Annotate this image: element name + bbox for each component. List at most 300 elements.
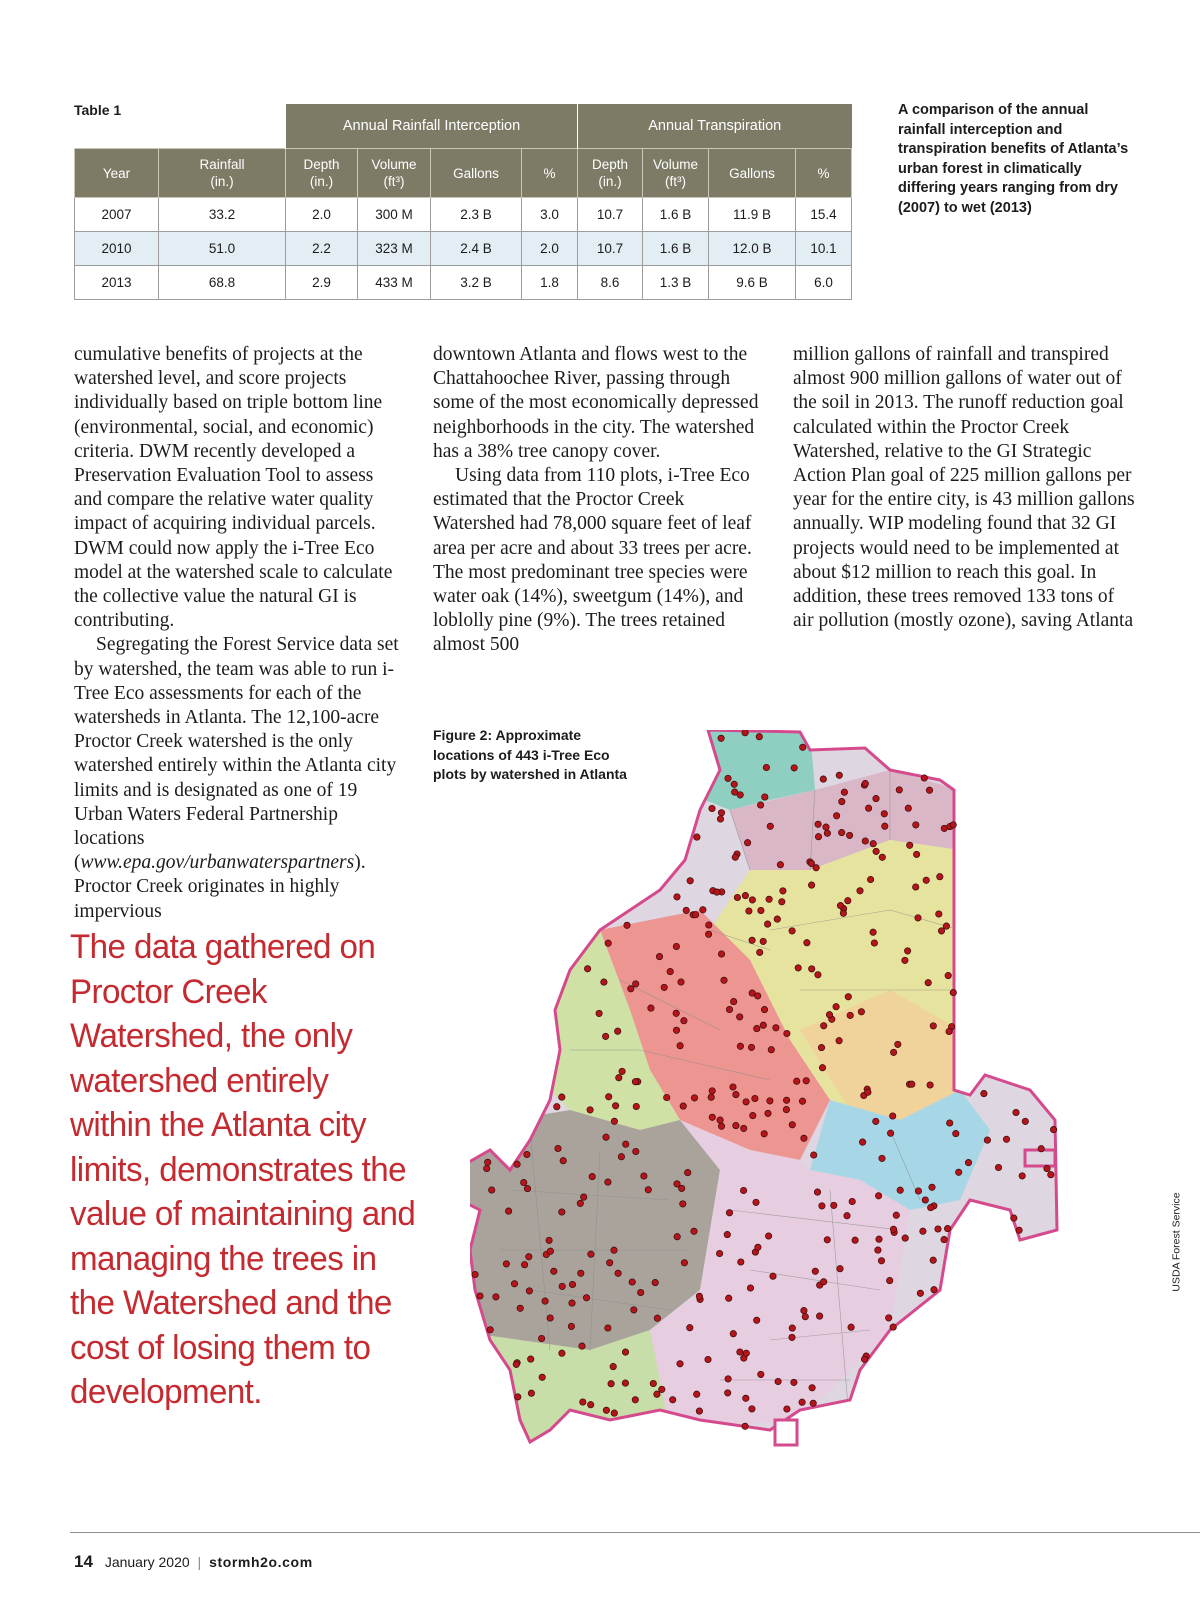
plot-dot	[603, 1134, 609, 1140]
watershed-lightgreen	[470, 1330, 670, 1460]
plot-dot	[524, 1185, 530, 1191]
plot-dot	[930, 1023, 936, 1029]
plot-dot	[760, 1022, 766, 1028]
plot-dot	[783, 1097, 789, 1103]
plot-dot	[921, 775, 927, 781]
plot-dot	[849, 1198, 855, 1204]
plot-dot	[824, 830, 830, 836]
plot-dot	[547, 1315, 553, 1321]
plot-dot	[677, 1043, 683, 1049]
plot-dot	[775, 1378, 781, 1384]
plot-dot	[936, 911, 942, 917]
plot-dot	[632, 1397, 638, 1403]
plot-dot	[833, 813, 839, 819]
plot-dot	[633, 1103, 639, 1109]
plot-dot	[809, 1385, 815, 1391]
plot-dot	[633, 981, 639, 987]
plot-dot	[756, 734, 762, 740]
plot-dot	[815, 821, 821, 827]
plot-dot	[743, 1350, 749, 1356]
plot-dot	[873, 1118, 879, 1124]
plot-dot	[799, 1098, 805, 1104]
plot-dot	[505, 1208, 511, 1214]
table-cell: 1.8	[522, 266, 578, 300]
plot-dot	[717, 1117, 723, 1123]
plot-dot	[815, 834, 821, 840]
plot-dot	[944, 1225, 950, 1231]
plot-dot	[848, 1324, 854, 1330]
table-cell: 2.0	[522, 232, 578, 266]
plot-dot	[865, 805, 871, 811]
plot-dot	[1016, 1227, 1022, 1233]
plot-dot	[801, 1307, 807, 1313]
plot-dot	[559, 1350, 565, 1356]
plot-dot	[731, 998, 737, 1004]
plot-dot	[946, 1028, 952, 1034]
plot-dot	[726, 1295, 732, 1301]
plot-dot	[629, 1279, 635, 1285]
plot-dot	[680, 1201, 686, 1207]
plot-dot	[547, 1248, 553, 1254]
plot-dot	[611, 1410, 617, 1416]
plot-dot	[477, 1293, 483, 1299]
plot-dot	[538, 1335, 544, 1341]
plot-dot	[619, 1068, 625, 1074]
plot-dot	[726, 1006, 732, 1012]
plot-dot	[770, 1273, 776, 1279]
plot-dot	[858, 1009, 864, 1015]
plot-dot	[514, 1161, 520, 1167]
plot-dot	[559, 1094, 565, 1100]
plot-dot	[681, 1260, 687, 1266]
table-cell: 2.9	[286, 266, 358, 300]
plot-dot	[588, 1251, 594, 1257]
plot-dot	[741, 1125, 747, 1131]
plot-dot	[937, 874, 943, 880]
plot-dot	[618, 1154, 624, 1160]
plot-dot	[815, 972, 821, 978]
plot-dot	[913, 884, 919, 890]
plot-dot	[930, 1257, 936, 1263]
plot-dot	[493, 1294, 499, 1300]
plot-dot	[876, 1236, 882, 1242]
table-cell: 1.6 B	[643, 232, 709, 266]
header-gallons: Gallons	[709, 149, 796, 198]
plot-dot	[685, 1169, 691, 1175]
plot-dot	[559, 1283, 565, 1289]
page-footer	[74, 1552, 313, 1572]
plot-dot	[927, 1082, 933, 1088]
plot-dot	[819, 1203, 825, 1209]
plot-dot	[844, 1213, 850, 1219]
plot-dot	[808, 860, 814, 866]
plot-dot	[833, 1004, 839, 1010]
plot-dot	[542, 1298, 548, 1304]
plot-dot	[779, 899, 785, 905]
table-cell: 3.0	[522, 198, 578, 232]
plot-dot	[882, 823, 888, 829]
plot-dot	[763, 764, 769, 770]
plot-dot	[865, 1089, 871, 1095]
plot-dot	[749, 897, 755, 903]
plot-dot	[724, 1231, 730, 1237]
plot-dot	[789, 1122, 795, 1128]
plot-dot	[738, 1259, 744, 1265]
plot-dot	[730, 1084, 736, 1090]
plot-dot	[743, 1395, 749, 1401]
plot-dot	[670, 1397, 676, 1403]
table-cell: 2.3 B	[431, 198, 522, 232]
plot-dot	[673, 1010, 679, 1016]
plot-dot	[907, 842, 913, 848]
plot-dot	[826, 1012, 832, 1018]
plot-dot	[730, 1331, 736, 1337]
plot-dot	[818, 1044, 824, 1050]
table-cell: 8.6	[578, 266, 643, 300]
paragraph: cumulative benefits of projects at the watershed level, and score projects individually based on triple bottom line (environmental, social, and economic) criteria. DWM recently developed a Preservation Evaluation Tool to assess and compare the relative water quality impact of acquiring individual parcels. DWM could now apply the i-Tree Eco model at the watershed scale to calculate the collective value the natural GI is contributing.	[74, 344, 393, 632]
plot-dot	[622, 1380, 628, 1386]
plot-dot	[873, 795, 879, 801]
plot-dot	[956, 1169, 962, 1175]
plot-dot	[631, 1307, 637, 1313]
plot-dot	[648, 1005, 654, 1011]
table-cell: 2007	[75, 198, 159, 232]
plot-dot	[680, 1103, 686, 1109]
header-rainfall: Rainfall (in.)	[159, 149, 286, 198]
plot-dot	[718, 951, 724, 957]
plot-dot	[628, 986, 634, 992]
plot-dot	[904, 948, 910, 954]
plot-dot	[784, 1406, 790, 1412]
plot-dot	[709, 1114, 715, 1120]
plot-dot	[569, 1281, 575, 1287]
table-cell: 6.0	[796, 266, 852, 300]
plot-dot	[605, 940, 611, 946]
plot-dot	[760, 938, 766, 944]
plot-dot	[837, 902, 843, 908]
plot-dot	[539, 1374, 545, 1380]
plot-dot	[1019, 1173, 1025, 1179]
header-volume: Volume (ft³)	[358, 149, 431, 198]
table-cell: 10.7	[578, 198, 643, 232]
table-cell: 300 M	[358, 198, 431, 232]
plot-dot	[624, 922, 630, 928]
plot-dot	[694, 1391, 700, 1397]
plot-dot	[812, 1268, 818, 1274]
table-cell: 3.2 B	[431, 266, 522, 300]
plot-dot	[678, 979, 684, 985]
plot-dot	[929, 1184, 935, 1190]
plot-dot	[820, 776, 826, 782]
plot-dot	[893, 1212, 899, 1218]
plot-dot	[528, 1356, 534, 1362]
plot-dot	[773, 1025, 779, 1031]
plot-dot	[886, 1315, 892, 1321]
plot-dot	[923, 877, 929, 883]
plot-dot	[584, 966, 590, 972]
plot-dot	[913, 822, 919, 828]
plot-dot	[603, 1407, 609, 1413]
plot-dot	[1013, 1109, 1019, 1115]
plot-dot	[489, 1187, 495, 1193]
plot-dot	[887, 1130, 893, 1136]
plot-dot	[950, 989, 956, 995]
pull-quote: The data gathered on Proctor Creek Watershed, the only watershed entirely within the Atlanta city limits, demonstrates the value of maintaining and managing the trees in the Watershed and the cost of losing them to development.	[70, 928, 416, 1411]
plot-dot	[753, 1199, 759, 1205]
plot-dot	[683, 907, 689, 913]
plot-dot	[845, 994, 851, 1000]
plot-dot	[610, 1363, 616, 1369]
plot-dot	[616, 1075, 622, 1081]
plot-dot	[726, 1210, 732, 1216]
plot-dot	[995, 1164, 1001, 1170]
plot-dot	[905, 805, 911, 811]
plot-dot	[922, 1197, 928, 1203]
plot-dot	[568, 1323, 574, 1329]
plot-dot	[612, 1103, 618, 1109]
plot-dot	[737, 1043, 743, 1049]
plot-dot	[758, 907, 764, 913]
header-percent: %	[522, 149, 578, 198]
plot-dot	[732, 854, 738, 860]
plot-dot	[870, 929, 876, 935]
plot-dot	[909, 1081, 915, 1087]
table-cell: 2013	[75, 266, 159, 300]
table-cell: 68.8	[159, 266, 286, 300]
plot-dot	[875, 1247, 881, 1253]
plot-dot	[606, 1094, 612, 1100]
plot-dot	[511, 1281, 517, 1287]
plot-dot	[749, 937, 755, 943]
plot-dot	[679, 1185, 685, 1191]
plot-dot	[524, 1151, 530, 1157]
plot-dot	[737, 1349, 743, 1355]
plot-dot	[761, 1131, 767, 1137]
plot-dot	[673, 1027, 679, 1033]
plot-dot	[765, 1233, 771, 1239]
header-year: Year	[75, 149, 159, 198]
plot-dot	[761, 1006, 767, 1012]
plot-dot	[740, 1187, 746, 1193]
plot-dot	[890, 1113, 896, 1119]
photo-credit: USDA Forest Service	[1170, 1192, 1183, 1292]
plot-dot	[915, 1188, 921, 1194]
plot-dot	[608, 1381, 614, 1387]
plot-dot	[847, 1012, 853, 1018]
plot-dot	[791, 765, 797, 771]
plot-dot	[484, 1165, 490, 1171]
plot-dot	[656, 953, 662, 959]
plot-dot	[878, 1258, 884, 1264]
plot-dot	[925, 980, 931, 986]
plot-dot	[837, 1266, 843, 1272]
plot-dot	[881, 811, 887, 817]
plot-dot	[718, 1123, 724, 1129]
table-cell: 2010	[75, 232, 159, 266]
plot-dot	[875, 1193, 881, 1199]
plot-dot	[748, 1044, 754, 1050]
plot-dot	[846, 832, 852, 838]
plot-dot	[1050, 1126, 1056, 1132]
plot-dot	[890, 1226, 896, 1232]
plot-dot	[746, 908, 752, 914]
plot-dot	[641, 1173, 647, 1179]
plot-dot	[915, 915, 921, 921]
link-urban-waters[interactable]: www.epa.gov/urbanwaterspartners	[80, 852, 355, 874]
plot-dot	[839, 829, 845, 835]
plot-dot	[622, 1349, 628, 1355]
plot-dot	[706, 922, 712, 928]
rainfall-table	[74, 104, 852, 300]
plot-dot	[755, 1244, 761, 1250]
plot-dot	[795, 965, 801, 971]
plot-dot	[804, 940, 810, 946]
plot-dot	[734, 894, 740, 900]
plot-dot	[879, 854, 885, 860]
plot-dot	[725, 1390, 731, 1396]
plot-dot	[821, 1279, 827, 1285]
plot-dot	[836, 1038, 842, 1044]
plot-dot	[823, 824, 829, 830]
plot-dot	[717, 816, 723, 822]
plot-dot	[546, 1237, 552, 1243]
plot-dot	[696, 1293, 702, 1299]
plot-dot	[791, 1379, 797, 1385]
plot-dot	[841, 789, 847, 795]
plot-dot	[816, 1313, 822, 1319]
plot-dot	[831, 1202, 837, 1208]
plot-dot	[742, 730, 748, 736]
plot-dot	[953, 1130, 959, 1136]
plot-dot	[873, 848, 879, 854]
plot-dot	[902, 1235, 908, 1241]
plot-dot	[808, 882, 814, 888]
plot-dot	[725, 775, 731, 781]
plot-dot	[687, 878, 693, 884]
plot-dot	[694, 834, 700, 840]
plot-dot	[583, 1295, 589, 1301]
plot-dot	[513, 1361, 519, 1367]
plot-dot	[1044, 1165, 1050, 1171]
table-row	[75, 232, 852, 266]
plot-dot	[941, 1236, 947, 1242]
plot-dot	[857, 888, 863, 894]
header-percent: %	[796, 149, 852, 198]
plot-dot	[633, 1148, 639, 1154]
plot-dot	[560, 1158, 566, 1164]
table-cell: 15.4	[796, 198, 852, 232]
plot-dot	[559, 1209, 565, 1215]
plot-dot	[661, 984, 667, 990]
plot-dot	[551, 1268, 557, 1274]
plot-dot	[587, 1107, 593, 1113]
plot-dot	[709, 805, 715, 811]
plot-dot	[777, 862, 783, 868]
plot-dot	[687, 1325, 693, 1331]
plot-dot	[718, 810, 724, 816]
plot-dot	[725, 1376, 731, 1382]
plot-dot	[824, 1237, 830, 1243]
table-cell: 2.2	[286, 232, 358, 266]
exclave-boundary	[775, 1420, 797, 1445]
plot-dot	[774, 916, 780, 922]
plot-dot	[521, 1179, 527, 1185]
plot-dot	[581, 1194, 587, 1200]
table-cell: 11.9 B	[709, 198, 796, 232]
footer-separator: |	[197, 1554, 202, 1570]
plot-dot	[708, 1094, 714, 1100]
plot-dot	[897, 1187, 903, 1193]
plot-dot	[601, 979, 607, 985]
plot-dot	[716, 1250, 722, 1256]
plot-dot	[1022, 1118, 1028, 1124]
plot-dot	[677, 1361, 683, 1367]
plot-dot	[794, 1078, 800, 1084]
plot-dot	[750, 1112, 756, 1118]
plot-dot	[764, 921, 770, 927]
table-label: Table 1	[74, 102, 122, 118]
paragraph: downtown Atlanta and flows west to the Chattahoochee River, passing through some of the most economically depressed neighborhoods in the city. The watershed has a 38% tree canopy cover.	[433, 344, 759, 462]
plot-dot	[1003, 1136, 1009, 1142]
plot-dot	[981, 1090, 987, 1096]
plot-dot	[879, 1155, 885, 1161]
plot-dot	[596, 1010, 602, 1016]
plot-dot	[487, 1327, 493, 1333]
plot-dot	[800, 744, 806, 750]
plot-dot	[517, 1305, 523, 1311]
plot-dot	[742, 892, 748, 898]
plot-dot	[945, 972, 951, 978]
plot-dot	[789, 1325, 795, 1331]
paragraph: Using data from 110 plots, i-Tree Eco estimated that the Proctor Creek Watershed had 78,000 square feet of leaf area per acre and about 33 trees per acre. The most predominant tree species were water oak (14%), sweetgum (14%), and loblolly pine (9%). The trees retained almost 500	[433, 465, 752, 656]
plot-dot	[733, 1122, 739, 1128]
plot-dot	[674, 894, 680, 900]
plot-dot	[515, 1394, 521, 1400]
table-cell: 2.0	[286, 198, 358, 232]
plot-dot	[758, 1371, 764, 1377]
plot-dot	[709, 1088, 715, 1094]
plot-dot	[611, 1247, 617, 1253]
plot-dot	[721, 977, 727, 983]
plot-dot	[839, 798, 845, 804]
plot-dot	[931, 1287, 937, 1293]
plot-dot	[754, 1317, 760, 1323]
page-number: 14	[74, 1552, 93, 1571]
plot-dot	[605, 1325, 611, 1331]
plot-dot	[749, 990, 755, 996]
plot-dot	[588, 1402, 594, 1408]
plot-dot	[526, 1288, 532, 1294]
table-cell: 9.6 B	[709, 266, 796, 300]
plot-dot	[652, 1279, 658, 1285]
plot-dot	[767, 823, 773, 829]
plot-dot	[673, 943, 679, 949]
paragraph: Segregating the Forest Service data set by watershed, the team was able to run i-Tree Eco assessments for each of the watersheds in Atlanta. The 12,100-acre Proctor Creek watershed is the only watershed entirely within the Atlanta city limits and is designated as one of 19 Urban Waters Federal Partnership locations (www.epa.gov/urbanwaterspartners). Proctor Creek originates in highly impervious	[74, 634, 399, 922]
table-cell: 2.4 B	[431, 232, 522, 266]
plot-dot	[984, 1137, 990, 1143]
plot-dot	[623, 1141, 629, 1147]
plot-dot	[840, 910, 846, 916]
plot-dot	[819, 1065, 825, 1071]
plot-dot	[528, 1390, 534, 1396]
table-cell: 51.0	[159, 232, 286, 266]
watershed-map	[470, 730, 1090, 1460]
plot-dot	[1038, 1146, 1044, 1152]
plot-dot	[569, 1300, 575, 1306]
plot-dot	[578, 1270, 584, 1276]
plot-dot	[632, 1079, 638, 1085]
website[interactable]: stormh2o.com	[209, 1554, 313, 1570]
